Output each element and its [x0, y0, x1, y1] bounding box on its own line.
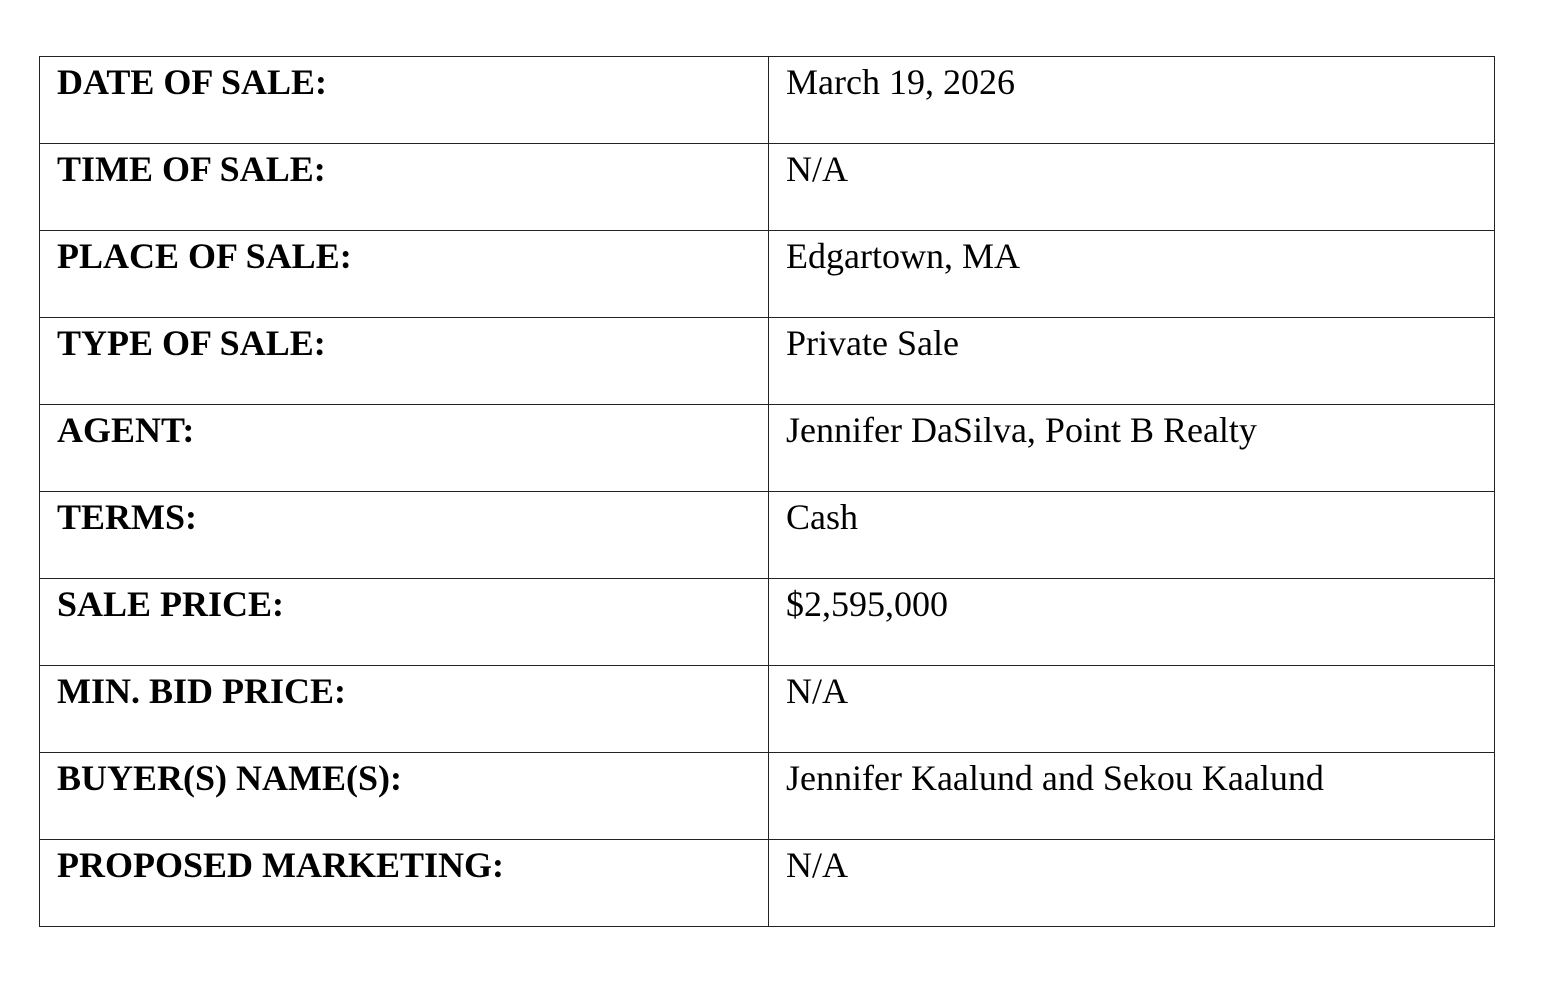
type-of-sale-value: Private Sale [769, 318, 1495, 405]
terms-value: Cash [769, 492, 1495, 579]
table-row [40, 666, 1495, 753]
terms-label: TERMS: [40, 492, 769, 579]
time-of-sale-value: N/A [769, 144, 1495, 231]
type-of-sale-label: TYPE OF SALE: [40, 318, 769, 405]
table-row [40, 57, 1495, 144]
min-bid-price-value: N/A [769, 666, 1495, 753]
proposed-marketing-label: PROPOSED MARKETING: [40, 840, 769, 927]
table-row [40, 840, 1495, 927]
place-of-sale-value: Edgartown, MA [769, 231, 1495, 318]
time-of-sale-label: TIME OF SALE: [40, 144, 769, 231]
agent-label: AGENT: [40, 405, 769, 492]
buyer-names-label: BUYER(S) NAME(S): [40, 753, 769, 840]
table-row [40, 318, 1495, 405]
table-row [40, 579, 1495, 666]
date-of-sale-label: DATE OF SALE: [40, 57, 769, 144]
min-bid-price-label: MIN. BID PRICE: [40, 666, 769, 753]
sale-price-label: SALE PRICE: [40, 579, 769, 666]
table-row [40, 492, 1495, 579]
table-row [40, 144, 1495, 231]
table-row [40, 231, 1495, 318]
place-of-sale-label: PLACE OF SALE: [40, 231, 769, 318]
buyer-names-value: Jennifer Kaalund and Sekou Kaalund [769, 753, 1495, 840]
agent-value: Jennifer DaSilva, Point B Realty [769, 405, 1495, 492]
sale-details-table [39, 56, 1495, 927]
sale-price-value: $2,595,000 [769, 579, 1495, 666]
proposed-marketing-value: N/A [769, 840, 1495, 927]
date-of-sale-value: March 19, 2026 [769, 57, 1495, 144]
table-row [40, 753, 1495, 840]
table-row [40, 405, 1495, 492]
